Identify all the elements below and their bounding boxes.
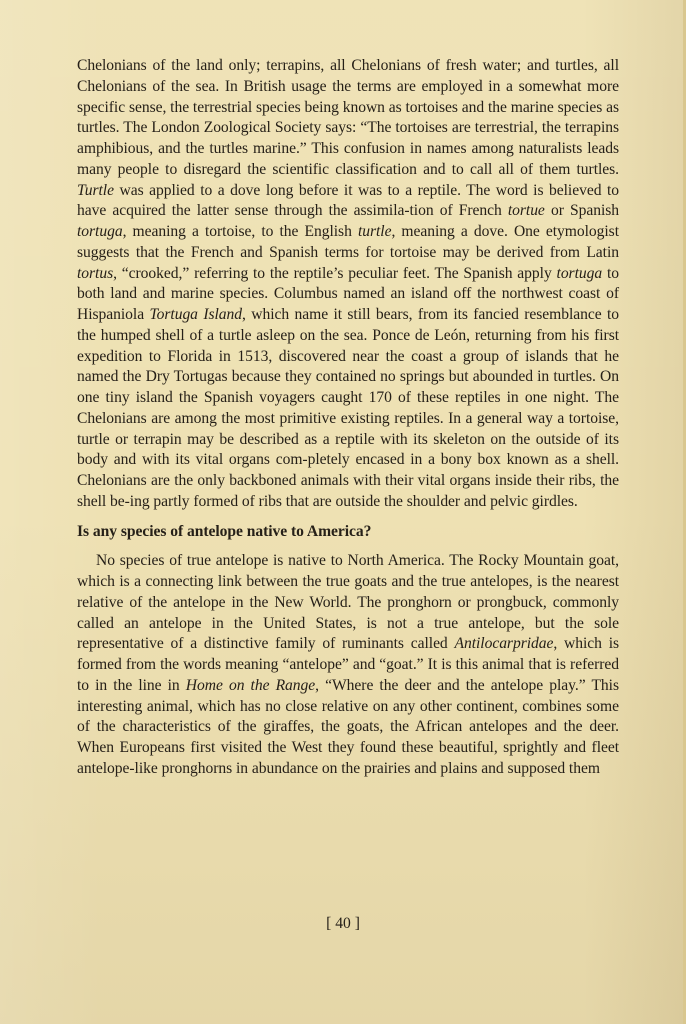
text-run: Chelonians of the land only; terrapins, all Chelonians of fresh water; and turtles, all Chelonians of the sea. In British usage the terms are employed in a somewhat more specific sense, the terrestrial species being known as tortoises and the marine species as turtles. The London Zoological Society says: “The tortoises are terrestrial, the terrapins amphibious, and the turtles marine.” This confusion in names among naturalists leads many people to disregard the scientific classification and to call all of them turtles. <box>77 57 619 178</box>
italic-run: tortue <box>507 202 545 220</box>
text-run: , “Where the deer and the antelope play.” This interesting animal, which has no close relative on any other continent, combines some of the characteristics of the giraffes, the goats, the African antelopes and the deer. When Europeans first visited the West they found these beautiful, sprightly and fleet antelope-like pronghorns in abundance on the prairies and plains and supposed them <box>77 676 619 777</box>
italic-run: tortuga <box>77 223 123 240</box>
text-run: to both land and marine species. Columbus named an island off the northwest coast of Hispaniola <box>77 264 619 323</box>
text-run: , “crooked,” referring to the reptile’s peculiar feet. The Spanish apply <box>113 264 557 282</box>
italic-run: tortus <box>77 264 114 282</box>
text-run: , which name it still bears, from its fancied resemblance to the humped shell of a turtle asleep on the sea. Ponce de León, returning from his first expedition to Florida in 1513, discovered near the coast a group of islands that he named the Dry Tortugas because they contained no springs but abounded in turtles. On one tiny island the Spanish voyagers caught 170 of these reptiles in one night. The Chelonians are among the most primitive existing reptiles. In a general way a tortoise, turtle or terrapin may be described as a reptile with its skeleton on the outside of its body and with its vital organs com-pletely encased in a bony box known as a shell. Chelonians are the only backboned animals with their vital organs inside their ribs, the shell be-ing partly formed of ribs that are outside the shoulder and pelvic girdles. <box>77 306 619 510</box>
text-run: , which is formed from the words meaning “antelope” and “goat.” It is this animal that is referred to in the line in <box>77 635 619 694</box>
page-text <box>77 56 619 780</box>
question-heading: Is any species of antelope native to America? <box>77 522 372 540</box>
paragraph-antelope <box>77 551 619 779</box>
italic-run: Antilocarpridae <box>454 635 554 653</box>
text-run: No species of true antelope is native to North America. The Rocky Mountain goat, which is a connecting link between the true goats and the true antelopes, is the nearest relative of the antelope in the New World. The pronghorn or prongbuck, commonly called an antelope in the United States, is not a true antelope, but the sole representative of a distinctive family of ruminants called <box>77 552 619 653</box>
italic-run: Turtle <box>77 181 114 199</box>
italic-run: Home on the Range <box>185 676 316 694</box>
paragraph-chelonians <box>77 56 619 513</box>
italic-run: tortuga <box>556 264 603 282</box>
text-run: , meaning a dove. One etymologist suggests that the French and Spanish terms for tortoise may be derived from Latin <box>77 223 619 261</box>
text-run: was applied to a dove long before it was to a reptile. The word is believed to have acquired the latter sense through the assimila-tion of French <box>77 181 619 220</box>
page-number: [ 40 ] <box>326 915 360 932</box>
italic-run: Tortuga Island <box>149 306 243 323</box>
text-run: , meaning a tortoise, to the English <box>122 223 358 240</box>
italic-run: turtle <box>357 223 392 240</box>
text-run: or Spanish <box>544 202 619 220</box>
